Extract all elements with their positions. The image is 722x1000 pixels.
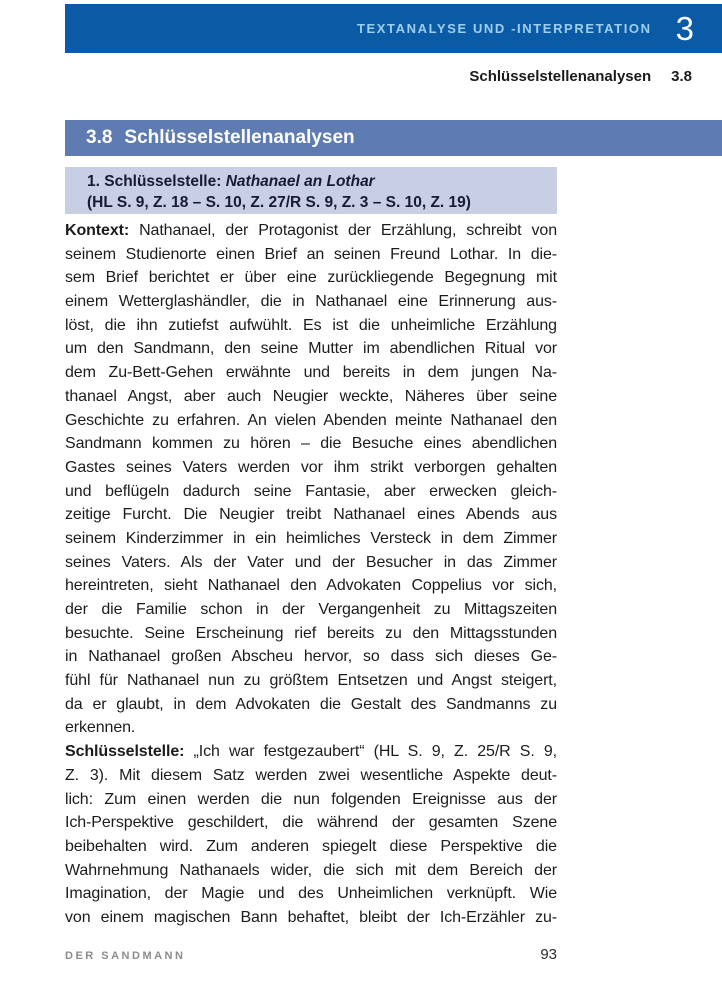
body-line: lich: Zum einen werden die nun folgenden Ereignisse aus der xyxy=(65,790,557,808)
paragraph-lead: Schlüsselstelle: xyxy=(65,743,185,761)
section-number: 3.8 xyxy=(86,127,113,148)
breadcrumb-label: Schlüsselstellenanalysen xyxy=(469,68,652,85)
breadcrumb xyxy=(469,68,692,88)
body-line: Z. 3). Mit diesem Satz werden zwei wesentliche Aspekte deut- xyxy=(65,766,557,784)
body-line: sem Brief berichtet er über eine zurückliegende Begegnung mit xyxy=(65,269,557,287)
key-passage-label: 1. Schlüsselstelle: xyxy=(87,173,226,190)
body-line: der die Familie schon in der Vergangenheit zu Mittagszeiten xyxy=(65,601,557,618)
body-text xyxy=(65,219,557,930)
body-line: Gastes seines Vaters werden vor ihm strikt verborgen gehalten xyxy=(65,458,557,476)
page-number: 93 xyxy=(540,946,557,963)
body-line: in Nathanael großen Abscheu hervor, so dass sich dieses Ge- xyxy=(65,648,557,666)
body-line: seinem Studienorte einen Brief an seinen Freund Lothar. In die- xyxy=(65,245,557,263)
section-title: Schlüsselstellenanalysen xyxy=(124,127,355,148)
body-line: zeitige Furcht. Die Neugier treibt Nathanael eines Abends aus xyxy=(65,506,557,524)
body-line: Kontext: Nathanael, der Protagonist der Erzählung, schreibt von xyxy=(65,222,557,239)
body-line: Geschichte zu erfahren. An vielen Abenden meinte Nathanael den xyxy=(65,411,557,429)
paragraph-lead: Kontext: xyxy=(65,222,130,239)
body-line: seinem Kinderzimmer in ein heimliches Versteck in dem Zimmer xyxy=(65,529,557,547)
body-line: Ich-Perspektive geschildert, die während der gesamten Szene xyxy=(65,814,557,832)
book-title: DER SANDMANN xyxy=(65,950,186,962)
body-line: Sandmann kommen zu hören – die Besuche eines abendlichen xyxy=(65,435,557,453)
body-line: seines Vaters. Als der Vater und der Besucher in das Zimmer xyxy=(65,553,557,571)
body-line: Schlüsselstelle: „Ich war festgezaubert“ (HL S. 9, Z. 25/R S. 9, xyxy=(65,743,557,761)
chapter-number: 3 xyxy=(675,10,694,47)
chapter-header-bar xyxy=(65,4,722,53)
key-passage-reference: (HL S. 9, Z. 18 – S. 10, Z. 27/R S. 9, Z. 3 – S. 10, Z. 19) xyxy=(87,194,471,211)
body-line: löst, die ihn zutiefst aufwühlt. Es ist die unheimliche Erzählung xyxy=(65,316,557,334)
key-passage-title: Nathanael an Lothar xyxy=(225,173,375,190)
body-line: Wahrnehmung Nathanaels wider, die sich mit dem Bereich der xyxy=(65,861,557,879)
body-line: besuchte. Seine Erscheinung rief bereits zu den Mittagsstunden xyxy=(65,624,557,642)
body-line: einem Wetterglashändler, die in Nathanael eine Erinnerung aus- xyxy=(65,293,557,311)
body-line: Imagination, der Magie und des Unheimlichen verknüpft. Wie xyxy=(65,885,557,903)
body-line: thanael Angst, aber auch Neugier weckte, Näheres über seine xyxy=(65,387,557,405)
key-passage-heading xyxy=(87,171,557,192)
body-line: dem Zu-Bett-Gehen erwähnte und bereits in dem jungen Na- xyxy=(65,364,557,382)
body-line: fühl für Nathanael nun zu größtem Entsetzen und Angst steigert, xyxy=(65,672,557,690)
body-line: hereintreten, sieht Nathanael den Advokaten Coppelius vor sich, xyxy=(65,577,557,595)
body-line: um den Sandmann, den seine Mutter im abendlichen Ritual vor xyxy=(65,340,557,358)
body-line: beibehalten wird. Zum anderen spiegelt diese Perspektive die xyxy=(65,837,557,855)
chapter-title: TEXTANALYSE UND -INTERPRETATION xyxy=(356,21,652,36)
key-passage-box xyxy=(65,167,557,214)
page-footer xyxy=(65,946,557,963)
body-line: und beflügeln dadurch seine Fantasie, aber erwecken gleich- xyxy=(65,482,557,500)
body-line: von einem magischen Bann behaftet, bleibt der Ich-Erzähler zu- xyxy=(65,908,557,926)
body-line: da er glaubt, in dem Advokaten die Gestalt des Sandmanns zu xyxy=(65,695,557,713)
section-header xyxy=(65,120,722,156)
breadcrumb-number: 3.8 xyxy=(671,68,692,85)
body-line: erkennen. xyxy=(65,719,136,737)
